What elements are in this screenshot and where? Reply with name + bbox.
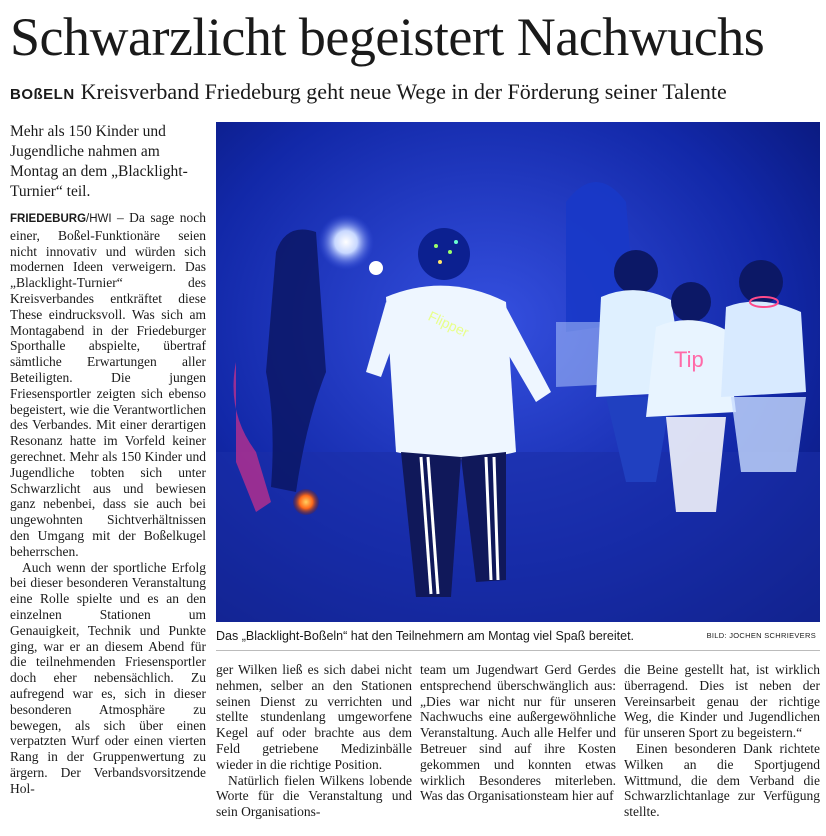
flashlight-glow bbox=[318, 214, 374, 270]
place-label: BOßELN bbox=[10, 86, 75, 103]
paragraph: ger Wilken ließ es sich dabei nicht nehmen, selber an den Stationen seinen Dienst zu verrichten und stellte stundenlang umgeworfene Kegel auf oder brachte aus dem Feld getriebene Medizinbälle wieder in die richtige Position. bbox=[216, 662, 412, 772]
body-text: – Da sage noch einer, Boßel-Funktionäre seien nicht innovativ und würden sich modernen Ideen verweigern. Das „Blacklight-Turnier“ des Kreisverbandes entkräftet diese These eindrucksvoll. Was sich am Montagabend in der Friedeburger Sporthalle abspielte, übertraf sämtliche Erwartungen aller Beteiligten. Die jungen Friesensportler zeigten sich ebenso begeistert, wie die Verantwortlichen des Verbandes. Mit einer derartigen Resonanz hatte im Vorfeld keiner gerechnet. Mehr als 150 Kinder und Jugendliche tobten sich unter Schwarzlicht aus und bewiesen ganz nebenbei, dass sie auch bei ungewohnten Sichtverhältnissen den Umgang mit der Boßelkugel beherrschen. bbox=[10, 210, 206, 559]
paragraph: team um Jugendwart Gerd Gerdes entsprechend überschwänglich aus: „Dies war nicht nur für unseren Nachwuchs eine außergewöhnliche Veranstaltung. Auch alle Helfer und Betreuer sind auf ihre Kosten gekommen und konnten etwas wirklich Besonderes miterleben. Was das Organisationsteam hier auf bbox=[420, 662, 616, 804]
article-column-4 bbox=[624, 662, 820, 820]
caption-divider bbox=[216, 650, 820, 651]
article-column-2 bbox=[216, 662, 412, 820]
article-column-1 bbox=[10, 210, 206, 796]
photo-credit: BILD: JOCHEN SCHRIEVERS bbox=[706, 631, 816, 640]
article-column-3 bbox=[420, 662, 616, 804]
paragraph bbox=[10, 210, 206, 560]
article-photo bbox=[216, 122, 820, 622]
author: /HWI bbox=[86, 213, 112, 225]
shirt-lettering: Flipper bbox=[425, 307, 472, 341]
svg-text:Tip: Tip bbox=[674, 347, 704, 372]
subheadline: Kreisverband Friedeburg geht neue Wege in der Förderung seiner Talente bbox=[80, 79, 727, 104]
blacklight-scene bbox=[216, 122, 820, 622]
paragraph: die Beine gestellt hat, ist wirklich überragend. Dies ist neben der Vereinsarbeit genau der richtige Weg, die Kinder und Jugendlichen für unseren Sport zu begeistern.“ bbox=[624, 662, 820, 741]
paragraph: Natürlich fielen Wilkens lobende Worte für die Veranstaltung und sein Organisations- bbox=[216, 772, 412, 820]
bossel-ball bbox=[293, 489, 319, 515]
teaser: Mehr als 150 Kinder und Jugendliche nahmen am Montag an dem „Blacklight-Turnier“ teil. bbox=[10, 123, 188, 200]
paragraph: Auch wenn der sportliche Erfolg bei dieser besonderen Veranstaltung eine Rolle spielte und es an den einzelnen Stationen um Genauigkeit, Technik und Punkte ging, war er an diesem Abend für die teilnehmenden Friesensportler doch eher nebensächlich. Zu aufregend war es, sich in dieser besonderen Atmosphäre zu bewegen, als sich über einen verpatzten Wurf oder einen vierten Rang in der Gruppenwertung zu ärgern. Der Verbandsvorsitzende Hol- bbox=[10, 559, 206, 796]
photo-caption-row bbox=[216, 626, 820, 646]
paragraph: Einen besonderen Dank richtete Wilken an die Sportjugend Wittmund, die dem Verband die Schwarzlichtanlage zur Verfügung stellte. bbox=[624, 740, 820, 820]
dateline: FRIEDEBURG bbox=[10, 213, 87, 225]
photo-caption: Das „Blacklight-Boßeln“ hat den Teilnehmern am Montag viel Spaß bereitet. bbox=[216, 629, 635, 643]
subheadline-row bbox=[10, 78, 820, 109]
headline: Schwarzlicht begeistert Nachwuchs bbox=[10, 7, 765, 67]
light-point bbox=[369, 261, 383, 275]
